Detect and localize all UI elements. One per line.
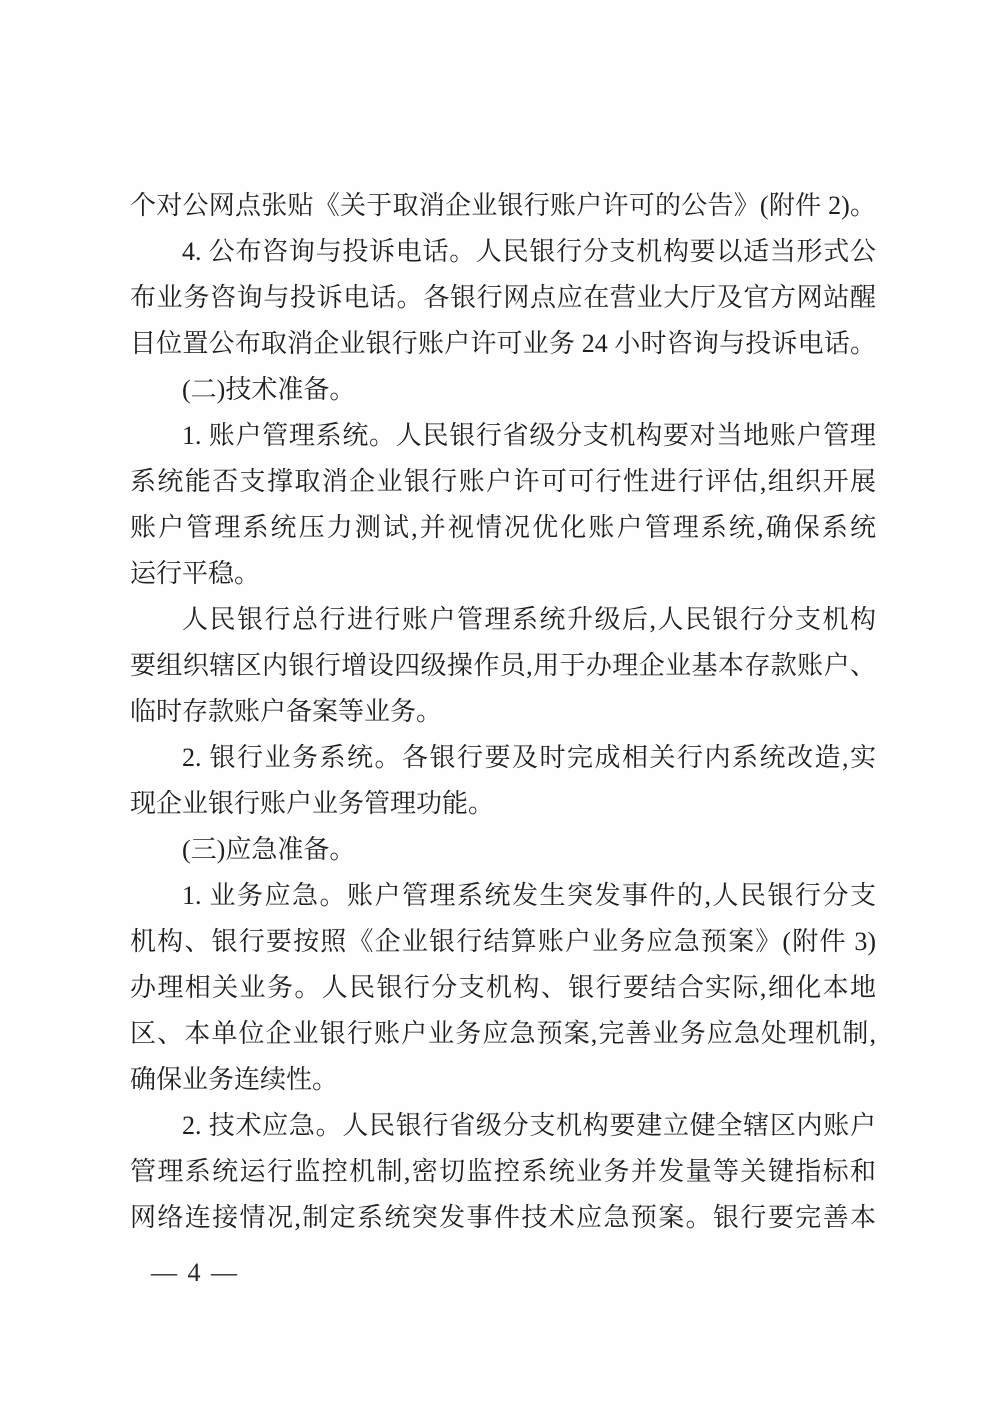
text-line: (三)应急准备。 xyxy=(182,835,356,864)
text-line: 1. 账户管理系统。人民银行省级分支机构要对当地账户管理 xyxy=(182,421,876,450)
text-line: 运行平稳。 xyxy=(130,559,261,588)
text-line: 现企业银行账户业务管理功能。 xyxy=(130,789,495,818)
text-line: 系统能否支撑取消企业银行账户许可可行性进行评估,组织开展 xyxy=(130,467,876,496)
text-line: 目位置公布取消企业银行账户许可业务 24 小时咨询与投诉电话。 xyxy=(130,329,876,358)
text-line: 2. 银行业务系统。各银行要及时完成相关行内系统改造,实 xyxy=(182,743,876,772)
text-line: (二)技术准备。 xyxy=(182,375,356,404)
text-line: 1. 业务应急。账户管理系统发生突发事件的,人民银行分支 xyxy=(182,881,876,910)
text-line: 要组织辖区内银行增设四级操作员,用于办理企业基本存款账户、 xyxy=(130,651,876,680)
text-line: 网络连接情况,制定系统突发事件技术应急预案。银行要完善本 xyxy=(130,1203,876,1232)
text-line: 2. 技术应急。人民银行省级分支机构要建立健全辖区内账户 xyxy=(182,1111,876,1140)
text-line: 个对公网点张贴《关于取消企业银行账户许可的公告》(附件 2)。 xyxy=(130,191,876,220)
text-line: 临时存款账户备案等业务。 xyxy=(130,697,443,726)
text-line: 账户管理系统压力测试,并视情况优化账户管理系统,确保系统 xyxy=(130,513,876,542)
text-line: 人民银行总行进行账户管理系统升级后,人民银行分支机构 xyxy=(182,605,876,634)
text-line: 布业务咨询与投诉电话。各银行网点应在营业大厅及官方网站醒 xyxy=(130,283,876,312)
text-line: 机构、银行要按照《企业银行结算账户业务应急预案》(附件 3) xyxy=(130,927,876,956)
page-number: — 4 — xyxy=(151,1258,239,1287)
text-line: 办理相关业务。人民银行分支机构、银行要结合实际,细化本地 xyxy=(130,973,876,1002)
text-line: 4. 公布咨询与投诉电话。人民银行分支机构要以适当形式公 xyxy=(182,237,876,266)
document-body xyxy=(130,183,876,1241)
text-line: 区、本单位企业银行账户业务应急预案,完善业务应急处理机制, xyxy=(130,1019,876,1048)
text-line: 管理系统运行监控机制,密切监控系统业务并发量等关键指标和 xyxy=(130,1157,876,1186)
text-line: 确保业务连续性。 xyxy=(130,1065,339,1094)
